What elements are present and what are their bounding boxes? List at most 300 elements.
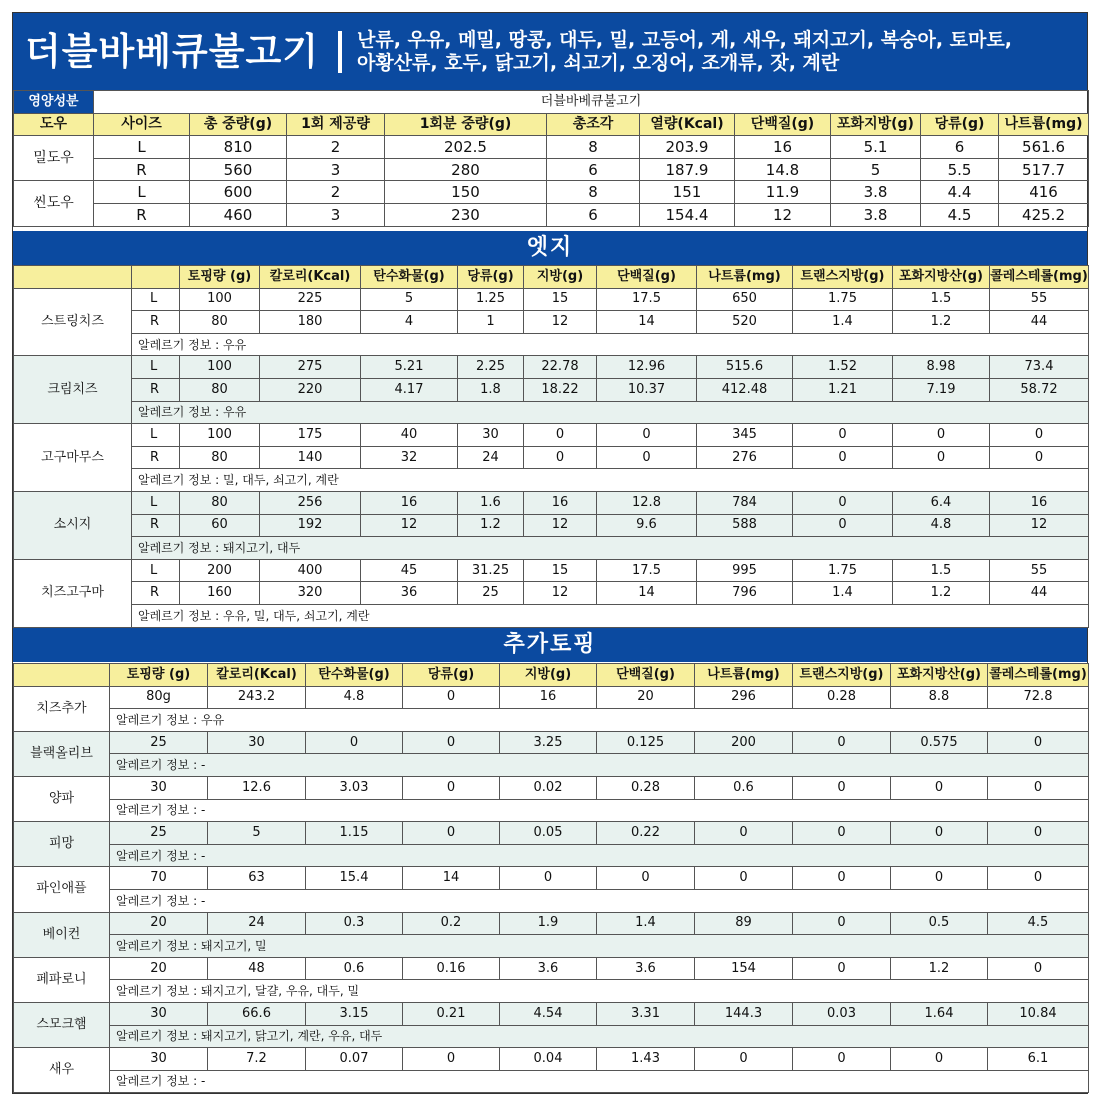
column-header: 당류(g)	[403, 664, 500, 687]
table-cell: 0.22	[597, 822, 695, 845]
table-cell: 0	[990, 424, 1089, 447]
table-row	[14, 446, 1089, 469]
table-cell: 1.43	[597, 1048, 695, 1071]
table-row	[14, 957, 1089, 980]
nutrition-header-row	[14, 113, 1089, 136]
allergy-row	[14, 709, 1089, 732]
column-header: 1회분 중량(g)	[385, 113, 547, 136]
table-cell: 0.07	[306, 1048, 403, 1071]
table-cell: 66.6	[208, 1002, 306, 1025]
table-cell: 25	[458, 582, 524, 605]
table-cell: 12	[524, 582, 597, 605]
table-cell: 80	[180, 311, 260, 334]
header-blank	[132, 266, 180, 289]
table-row	[14, 822, 1089, 845]
table-cell: 80	[180, 491, 260, 514]
table-cell: 0.125	[597, 731, 695, 754]
table-cell: 0	[793, 446, 893, 469]
table-cell: 15.4	[306, 867, 403, 890]
table-cell: 160	[180, 582, 260, 605]
allergy-info: 알레르기 정보 : 우유	[110, 709, 1089, 732]
table-cell: 60	[180, 514, 260, 537]
table-cell: 14	[403, 867, 500, 890]
table-cell: 1.5	[893, 559, 990, 582]
allergy-row	[14, 401, 1089, 424]
topping-name: 치즈추가	[14, 686, 110, 731]
table-cell: 995	[697, 559, 793, 582]
table-cell: 3.15	[306, 1002, 403, 1025]
size-cell: L	[132, 424, 180, 447]
column-header: 포화지방산(g)	[893, 266, 990, 289]
table-cell: 225	[260, 288, 361, 311]
table-cell: 425.2	[999, 203, 1089, 226]
table-cell: 0	[793, 822, 891, 845]
table-cell: 80	[180, 446, 260, 469]
table-cell: 16	[735, 136, 831, 159]
table-cell: 72.8	[988, 686, 1089, 709]
table-cell: 1.8	[458, 378, 524, 401]
allergy-row	[14, 1070, 1089, 1093]
allergy-info: 알레르기 정보 : -	[110, 1070, 1089, 1093]
column-header: 사이즈	[94, 113, 190, 136]
allergen-line-1: 난류, 우유, 메밀, 땅콩, 대두, 밀, 고등어, 게, 새우, 돼지고기, 복숭아, 토마토,	[357, 29, 1012, 51]
table-cell: 30	[110, 1002, 208, 1025]
table-cell: 16	[361, 491, 458, 514]
table-cell: 30	[110, 1048, 208, 1071]
table-cell: 0	[403, 1048, 500, 1071]
column-header: 토핑량 (g)	[180, 266, 260, 289]
table-cell: 5.21	[361, 356, 458, 379]
table-cell: 4	[361, 311, 458, 334]
column-header: 콜레스테롤(mg)	[988, 664, 1089, 687]
table-cell: 12.6	[208, 776, 306, 799]
allergy-info: 알레르기 정보 : -	[110, 754, 1089, 777]
table-cell: 154	[695, 957, 793, 980]
table-cell: 784	[697, 491, 793, 514]
size-cell: L	[94, 181, 190, 204]
table-cell: 0	[891, 776, 988, 799]
nutrition-table	[13, 90, 1089, 227]
table-cell: 14.8	[735, 158, 831, 181]
table-cell: 63	[208, 867, 306, 890]
table-cell: 0	[695, 822, 793, 845]
table-cell: 58.72	[990, 378, 1089, 401]
table-cell: 0	[893, 424, 990, 447]
table-cell: 154.4	[640, 203, 735, 226]
size-cell: R	[132, 311, 180, 334]
table-cell: 15	[524, 559, 597, 582]
table-cell: 650	[697, 288, 793, 311]
table-cell: 18.22	[524, 378, 597, 401]
table-cell: 3	[287, 158, 385, 181]
table-row	[14, 559, 1089, 582]
table-cell: 9.6	[597, 514, 697, 537]
table-cell: 200	[695, 731, 793, 754]
table-cell: 1.75	[793, 288, 893, 311]
table-cell: 1.2	[891, 957, 988, 980]
table-cell: 561.6	[999, 136, 1089, 159]
table-cell: 0.28	[793, 686, 891, 709]
table-cell: 6	[547, 203, 640, 226]
edge-table	[13, 265, 1089, 628]
table-cell: 3.6	[597, 957, 695, 980]
table-cell: 0	[990, 446, 1089, 469]
table-cell: 6	[547, 158, 640, 181]
topping-name: 파인애플	[14, 867, 110, 912]
table-cell: 25	[110, 822, 208, 845]
size-cell: R	[132, 378, 180, 401]
allergy-row	[14, 889, 1089, 912]
table-row	[14, 356, 1089, 379]
table-row	[14, 776, 1089, 799]
table-cell: 0.5	[891, 912, 988, 935]
table-cell: 3.03	[306, 776, 403, 799]
table-cell: 1.6	[458, 491, 524, 514]
table-cell: 20	[110, 957, 208, 980]
table-cell: 55	[990, 288, 1089, 311]
allergy-info: 알레르기 정보 : 우유	[132, 333, 1089, 356]
allergen-summary	[357, 29, 1077, 75]
table-cell: 10.37	[597, 378, 697, 401]
column-header: 단백질(g)	[735, 113, 831, 136]
table-cell: 230	[385, 203, 547, 226]
edge-section-title: 엣지	[13, 231, 1087, 265]
table-cell: 32	[361, 446, 458, 469]
table-cell: 515.6	[697, 356, 793, 379]
table-row	[14, 686, 1089, 709]
table-cell: 5	[831, 158, 921, 181]
column-header: 지방(g)	[500, 664, 597, 687]
table-cell: 6.1	[988, 1048, 1089, 1071]
table-cell: 1	[458, 311, 524, 334]
table-cell: 151	[640, 181, 735, 204]
table-cell: 2.25	[458, 356, 524, 379]
column-header: 트랜스지방(g)	[793, 664, 891, 687]
table-cell: 6	[921, 136, 999, 159]
table-cell: 0	[695, 867, 793, 890]
nutrition-sheet	[12, 12, 1088, 1094]
topping-table	[13, 663, 1089, 1093]
header-blank	[14, 664, 110, 687]
edge-name: 소시지	[14, 491, 132, 559]
page-header	[13, 13, 1087, 90]
table-cell: 12	[361, 514, 458, 537]
table-cell: 4.4	[921, 181, 999, 204]
table-row	[14, 731, 1089, 754]
table-cell: 0	[524, 424, 597, 447]
table-cell: 5	[208, 822, 306, 845]
table-cell: 3.6	[500, 957, 597, 980]
table-cell: 17.5	[597, 559, 697, 582]
table-cell: 20	[110, 912, 208, 935]
table-cell: 460	[190, 203, 287, 226]
table-cell: 0	[500, 867, 597, 890]
column-header: 나트륨(mg)	[695, 664, 793, 687]
table-cell: 1.4	[793, 582, 893, 605]
table-cell: 320	[260, 582, 361, 605]
table-cell: 0	[793, 867, 891, 890]
table-cell: 4.5	[988, 912, 1089, 935]
table-cell: 44	[990, 582, 1089, 605]
column-header: 단백질(g)	[597, 266, 697, 289]
topping-name: 스모크햄	[14, 1002, 110, 1047]
edge-name: 고구마무스	[14, 424, 132, 492]
table-cell: 8.98	[893, 356, 990, 379]
table-cell: 276	[697, 446, 793, 469]
table-cell: 22.78	[524, 356, 597, 379]
table-cell: 12	[990, 514, 1089, 537]
table-cell: 1.4	[793, 311, 893, 334]
table-cell: 560	[190, 158, 287, 181]
allergen-line-2: 아황산류, 호두, 닭고기, 쇠고기, 오징어, 조개류, 잣, 계란	[357, 52, 840, 74]
table-cell: 14	[597, 311, 697, 334]
edge-name: 스트링치즈	[14, 288, 132, 356]
table-cell: 0.575	[891, 731, 988, 754]
allergy-row	[14, 1025, 1089, 1048]
size-cell: L	[132, 288, 180, 311]
allergy-info: 알레르기 정보 : 돼지고기, 대두	[132, 537, 1089, 560]
table-row	[14, 582, 1089, 605]
table-cell: 0	[403, 822, 500, 845]
size-cell: R	[132, 582, 180, 605]
table-row	[14, 1002, 1089, 1025]
table-cell: 0	[988, 731, 1089, 754]
table-cell: 0	[893, 446, 990, 469]
column-header: 도우	[14, 113, 94, 136]
column-header: 총 중량(g)	[190, 113, 287, 136]
allergy-row	[14, 935, 1089, 958]
column-header: 단백질(g)	[597, 664, 695, 687]
table-cell: 180	[260, 311, 361, 334]
table-cell: 100	[180, 288, 260, 311]
table-cell: 30	[458, 424, 524, 447]
table-cell: 0	[403, 686, 500, 709]
table-cell: 3.8	[831, 181, 921, 204]
table-cell: 16	[990, 491, 1089, 514]
table-cell: 5	[361, 288, 458, 311]
topping-section-title: 추가토핑	[13, 628, 1087, 662]
column-header: 나트륨(mg)	[697, 266, 793, 289]
table-cell: 2	[287, 136, 385, 159]
table-cell: 1.2	[893, 311, 990, 334]
column-header: 당류(g)	[921, 113, 999, 136]
table-cell: 20	[597, 686, 695, 709]
table-cell: 0.02	[500, 776, 597, 799]
table-row	[14, 867, 1089, 890]
table-cell: 0	[403, 776, 500, 799]
table-cell: 3.25	[500, 731, 597, 754]
table-cell: 70	[110, 867, 208, 890]
table-cell: 2	[287, 181, 385, 204]
table-cell: 0	[793, 957, 891, 980]
table-cell: 192	[260, 514, 361, 537]
column-header: 1회 제공량	[287, 113, 385, 136]
table-row	[14, 136, 1089, 159]
table-cell: 8.8	[891, 686, 988, 709]
column-header: 포화지방산(g)	[891, 664, 988, 687]
size-cell: R	[132, 514, 180, 537]
table-cell: 100	[180, 356, 260, 379]
table-row	[14, 203, 1089, 226]
table-cell: 8	[547, 181, 640, 204]
table-cell: 12.96	[597, 356, 697, 379]
allergy-info: 알레르기 정보 : 우유	[132, 401, 1089, 424]
table-cell: 12	[524, 311, 597, 334]
topping-name: 블랙올리브	[14, 731, 110, 776]
allergy-row	[14, 754, 1089, 777]
table-cell: 0	[793, 1048, 891, 1071]
table-cell: 0	[597, 424, 697, 447]
table-cell: 25	[110, 731, 208, 754]
table-cell: 0	[891, 1048, 988, 1071]
table-row	[14, 311, 1089, 334]
table-cell: 12	[524, 514, 597, 537]
table-cell: 12.8	[597, 491, 697, 514]
table-cell: 1.2	[893, 582, 990, 605]
table-row	[14, 158, 1089, 181]
table-cell: 1.64	[891, 1002, 988, 1025]
table-cell: 0.16	[403, 957, 500, 980]
table-cell: 275	[260, 356, 361, 379]
table-cell: 150	[385, 181, 547, 204]
table-cell: 0.2	[403, 912, 500, 935]
table-cell: 203.9	[640, 136, 735, 159]
table-cell: 100	[180, 424, 260, 447]
topping-name: 베이컨	[14, 912, 110, 957]
table-cell: 0.6	[695, 776, 793, 799]
topping-header-row	[14, 664, 1089, 687]
allergy-row	[14, 604, 1089, 627]
table-row	[14, 912, 1089, 935]
table-cell: 1.2	[458, 514, 524, 537]
topping-name: 양파	[14, 776, 110, 821]
table-cell: 416	[999, 181, 1089, 204]
table-cell: 187.9	[640, 158, 735, 181]
table-cell: 0	[988, 822, 1089, 845]
column-header: 지방(g)	[524, 266, 597, 289]
table-cell: 280	[385, 158, 547, 181]
table-cell: 0	[695, 1048, 793, 1071]
table-row	[14, 514, 1089, 537]
topping-name: 새우	[14, 1048, 110, 1093]
size-cell: L	[94, 136, 190, 159]
column-header: 칼로리(Kcal)	[260, 266, 361, 289]
allergy-info: 알레르기 정보 : 돼지고기, 달걀, 우유, 대두, 밀	[110, 980, 1089, 1003]
column-header: 토핑량 (g)	[110, 664, 208, 687]
table-cell: 243.2	[208, 686, 306, 709]
table-cell: 0.6	[306, 957, 403, 980]
table-cell: 1.4	[597, 912, 695, 935]
table-cell: 3	[287, 203, 385, 226]
table-cell: 0	[793, 912, 891, 935]
table-cell: 45	[361, 559, 458, 582]
allergy-info: 알레르기 정보 : -	[110, 844, 1089, 867]
table-cell: 0.05	[500, 822, 597, 845]
table-cell: 36	[361, 582, 458, 605]
table-cell: 256	[260, 491, 361, 514]
column-header: 콜레스테롤(mg)	[990, 266, 1089, 289]
table-cell: 80g	[110, 686, 208, 709]
allergy-info: 알레르기 정보 : 돼지고기, 닭고기, 계란, 우유, 대두	[110, 1025, 1089, 1048]
allergy-row	[14, 469, 1089, 492]
table-cell: 1.9	[500, 912, 597, 935]
nutrition-tag: 영양성분	[14, 91, 94, 114]
table-cell: 0.21	[403, 1002, 500, 1025]
column-header: 열량(Kcal)	[640, 113, 735, 136]
table-cell: 0.04	[500, 1048, 597, 1071]
table-cell: 412.48	[697, 378, 793, 401]
table-cell: 1.75	[793, 559, 893, 582]
title-divider	[338, 31, 342, 73]
table-row	[14, 378, 1089, 401]
table-cell: 4.17	[361, 378, 458, 401]
table-cell: 3.31	[597, 1002, 695, 1025]
size-cell: R	[94, 203, 190, 226]
column-header: 칼로리(Kcal)	[208, 664, 306, 687]
nutrition-product: 더블바베큐불고기	[94, 91, 1089, 114]
table-cell: 4.5	[921, 203, 999, 226]
edge-name: 크림치즈	[14, 356, 132, 424]
table-row	[14, 1048, 1089, 1071]
table-cell: 15	[524, 288, 597, 311]
allergy-info: 알레르기 정보 : 돼지고기, 밀	[110, 935, 1089, 958]
table-cell: 73.4	[990, 356, 1089, 379]
table-cell: 11.9	[735, 181, 831, 204]
table-cell: 0.28	[597, 776, 695, 799]
table-cell: 220	[260, 378, 361, 401]
table-cell: 0	[988, 957, 1089, 980]
table-cell: 202.5	[385, 136, 547, 159]
allergy-info: 알레르기 정보 : 밀, 대두, 쇠고기, 계란	[132, 469, 1089, 492]
table-cell: 8	[547, 136, 640, 159]
table-cell: 10.84	[988, 1002, 1089, 1025]
table-cell: 175	[260, 424, 361, 447]
table-cell: 4.8	[306, 686, 403, 709]
table-cell: 17.5	[597, 288, 697, 311]
allergy-row	[14, 333, 1089, 356]
column-header: 나트륨(mg)	[999, 113, 1089, 136]
allergy-info: 알레르기 정보 : 우유, 밀, 대두, 쇠고기, 계란	[132, 604, 1089, 627]
table-cell: 0	[891, 822, 988, 845]
size-cell: R	[132, 446, 180, 469]
table-cell: 16	[524, 491, 597, 514]
table-cell: 400	[260, 559, 361, 582]
table-cell: 0.3	[306, 912, 403, 935]
table-cell: 345	[697, 424, 793, 447]
table-cell: 24	[208, 912, 306, 935]
table-cell: 810	[190, 136, 287, 159]
table-cell: 0	[891, 867, 988, 890]
column-header: 당류(g)	[458, 266, 524, 289]
table-cell: 89	[695, 912, 793, 935]
table-cell: 30	[110, 776, 208, 799]
page-title: 더블바베큐불고기	[25, 30, 319, 73]
allergy-info: 알레르기 정보 : -	[110, 889, 1089, 912]
table-cell: 0	[988, 776, 1089, 799]
header-blank	[14, 266, 132, 289]
table-cell: 5.5	[921, 158, 999, 181]
table-cell: 200	[180, 559, 260, 582]
table-cell: 1.25	[458, 288, 524, 311]
table-cell: 517.7	[999, 158, 1089, 181]
column-header: 포화지방(g)	[831, 113, 921, 136]
table-cell: 1.5	[893, 288, 990, 311]
topping-name: 페파로니	[14, 957, 110, 1002]
table-cell: 1.21	[793, 378, 893, 401]
edge-header-row	[14, 266, 1089, 289]
topping-name: 피망	[14, 822, 110, 867]
table-cell: 44	[990, 311, 1089, 334]
